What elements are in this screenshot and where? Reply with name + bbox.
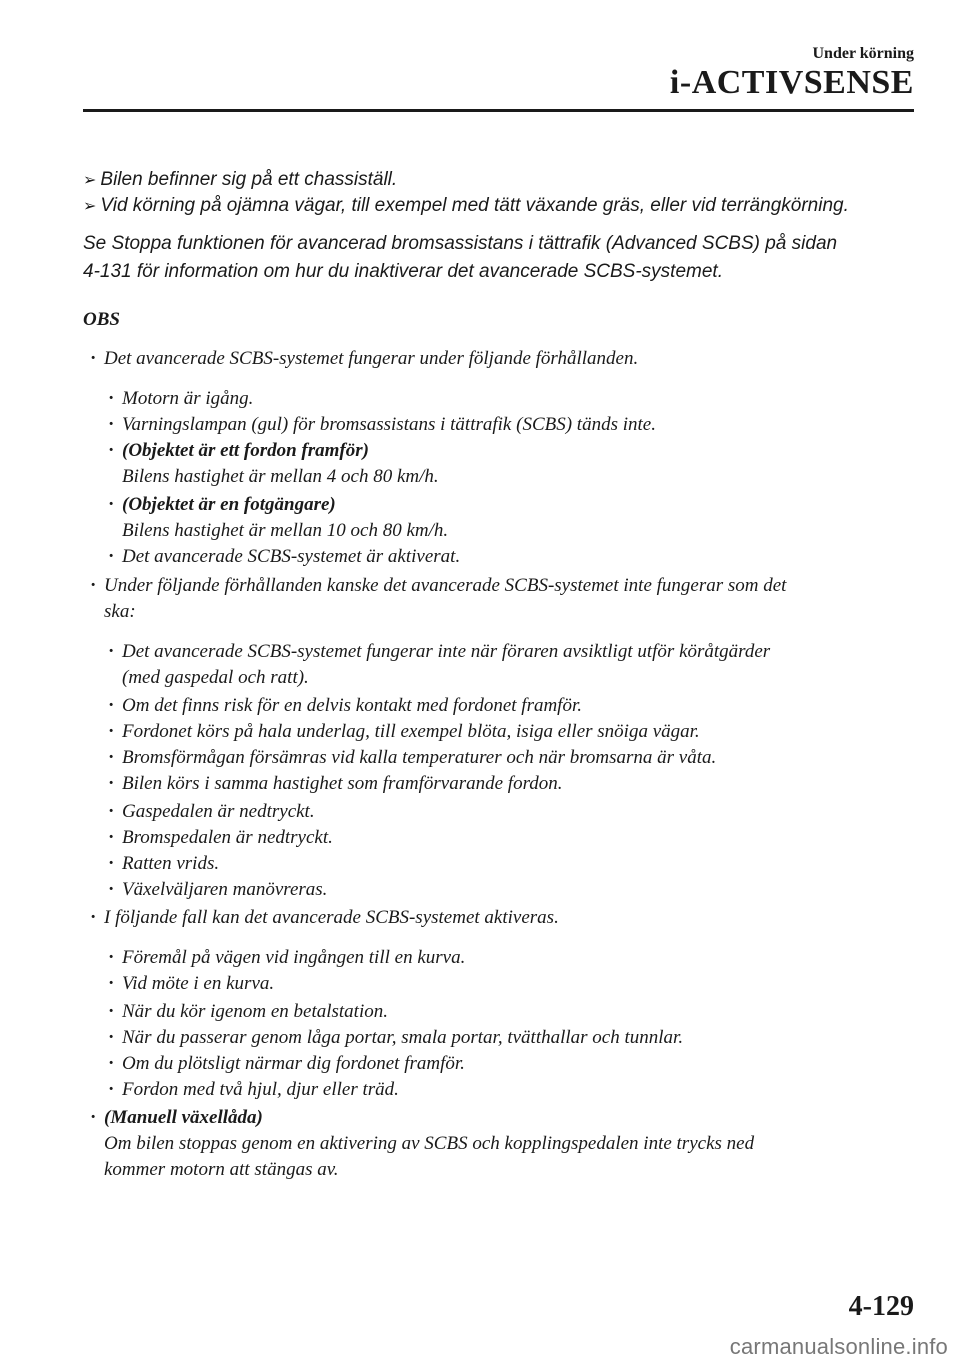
arrow-list-item: ➢ Bilen befinner sig på ett chassiställ. (83, 169, 398, 190)
bullet-icon: · (108, 641, 115, 662)
obs-sublist-text: (med gaspedal och ratt). (122, 667, 309, 688)
obs-sublist-item: · Ratten vrids. (122, 851, 219, 877)
obs-sublist-item: · Växelväljaren manövreras. (122, 877, 327, 903)
obs-sublist-item: · När du passerar genom låga portar, smala portar, tvätthallar och tunnlar. (122, 1025, 683, 1051)
obs-sublist-item: · (Objektet är en fotgängare) (122, 492, 336, 518)
bullet-icon: · (108, 721, 115, 742)
bullet-icon: · (108, 747, 115, 768)
obs-sublist-item: · Bromsförmågan försämras vid kalla temperaturer och när bromsarna är våta. (122, 745, 716, 771)
obs-list-item: · I följande fall kan det avancerade SCBS-systemet aktiveras. (104, 905, 559, 931)
bullet-icon: · (108, 773, 115, 794)
bullet-icon: · (108, 973, 115, 994)
obs-list-text: kommer motorn att stängas av. (104, 1159, 339, 1180)
bullet-icon: · (108, 1053, 115, 1074)
obs-sublist-item: · Varningslampan (gul) för bromsassistans i tättrafik (SCBS) tänds inte. (122, 412, 656, 438)
obs-list-text: ska: (104, 601, 136, 622)
obs-sublist-item: · Bromspedalen är nedtryckt. (122, 825, 333, 851)
bullet-icon: · (108, 947, 115, 968)
obs-sublist-item: · Motorn är igång. (122, 386, 253, 412)
obs-sublist-item: · När du kör igenom en betalstation. (122, 999, 388, 1025)
obs-sublist-item: · Fordonet körs på hala underlag, till exempel blöta, isiga eller snöiga vägar. (122, 719, 700, 745)
obs-list-item: · (Manuell växellåda) (104, 1105, 263, 1131)
page-number: 4-129 (848, 1291, 914, 1322)
arrow-bullet-icon: ➢ (83, 198, 97, 215)
obs-sublist-item: · (Objektet är ett fordon framför) (122, 438, 369, 464)
bullet-icon: · (108, 695, 115, 716)
watermark: carmanualsonline.info (729, 1334, 948, 1359)
obs-list-item: · Det avancerade SCBS-systemet fungerar under följande förhållanden. (104, 346, 638, 372)
obs-sublist-item: · Om du plötsligt närmar dig fordonet framför. (122, 1051, 465, 1077)
bullet-icon: · (108, 1079, 115, 1100)
header-section: Under körning (812, 45, 914, 62)
header-chapter: i-ACTIVSENSE (669, 64, 914, 101)
bullet-icon: · (108, 801, 115, 822)
bullet-icon: · (108, 879, 115, 900)
bullet-icon: · (90, 1107, 97, 1128)
bullet-icon: · (90, 907, 97, 928)
arrow-list-item: ➢ Vid körning på ojämna vägar, till exempel med tätt växande gräs, eller vid terrängkörning. (83, 195, 849, 216)
arrow-bullet-icon: ➢ (83, 172, 97, 189)
obs-sublist-item: · Det avancerade SCBS-systemet fungerar inte när föraren avsiktligt utför köråtgärder (122, 639, 770, 665)
obs-list-text: Om bilen stoppas genom en aktivering av SCBS och kopplingspedalen inte trycks ned (104, 1133, 755, 1154)
bullet-icon: · (108, 414, 115, 435)
bullet-icon: · (90, 575, 97, 596)
obs-title: OBS (83, 309, 120, 330)
bullet-icon: · (108, 494, 115, 515)
obs-sublist-item: · Föremål på vägen vid ingången till en kurva. (122, 945, 465, 971)
page-header (670, 44, 914, 102)
obs-sublist-text: Bilens hastighet är mellan 10 och 80 km/h. (122, 520, 449, 541)
obs-list-item: · Under följande förhållanden kanske det avancerade SCBS-systemet inte fungerar som det (104, 573, 786, 599)
bullet-icon: · (108, 388, 115, 409)
obs-sublist-item: · Det avancerade SCBS-systemet är aktiverat. (122, 544, 460, 570)
bullet-icon: · (90, 348, 97, 369)
obs-sublist-item: · Vid möte i en kurva. (122, 971, 274, 997)
body-paragraph: Se Stoppa funktionen för avancerad bromsassistans i tättrafik (Advanced SCBS) på sidan 4-131 för information om hur du inaktiverar det avancerade SCBS-systemet. (83, 233, 838, 282)
header-divider (83, 109, 914, 112)
obs-sublist-item: · Gaspedalen är nedtryckt. (122, 799, 315, 825)
bullet-icon: · (108, 853, 115, 874)
bullet-icon: · (108, 1027, 115, 1048)
bullet-icon: · (108, 546, 115, 567)
obs-sublist-item: · Om det finns risk för en delvis kontakt med fordonet framför. (122, 693, 582, 719)
obs-sublist-item: · Fordon med två hjul, djur eller träd. (122, 1077, 399, 1103)
obs-sublist-text: Bilens hastighet är mellan 4 och 80 km/h. (122, 466, 439, 487)
bullet-icon: · (108, 827, 115, 848)
bullet-icon: · (108, 440, 115, 461)
bullet-icon: · (108, 1001, 115, 1022)
obs-sublist-item: · Bilen körs i samma hastighet som framförvarande fordon. (122, 771, 563, 797)
